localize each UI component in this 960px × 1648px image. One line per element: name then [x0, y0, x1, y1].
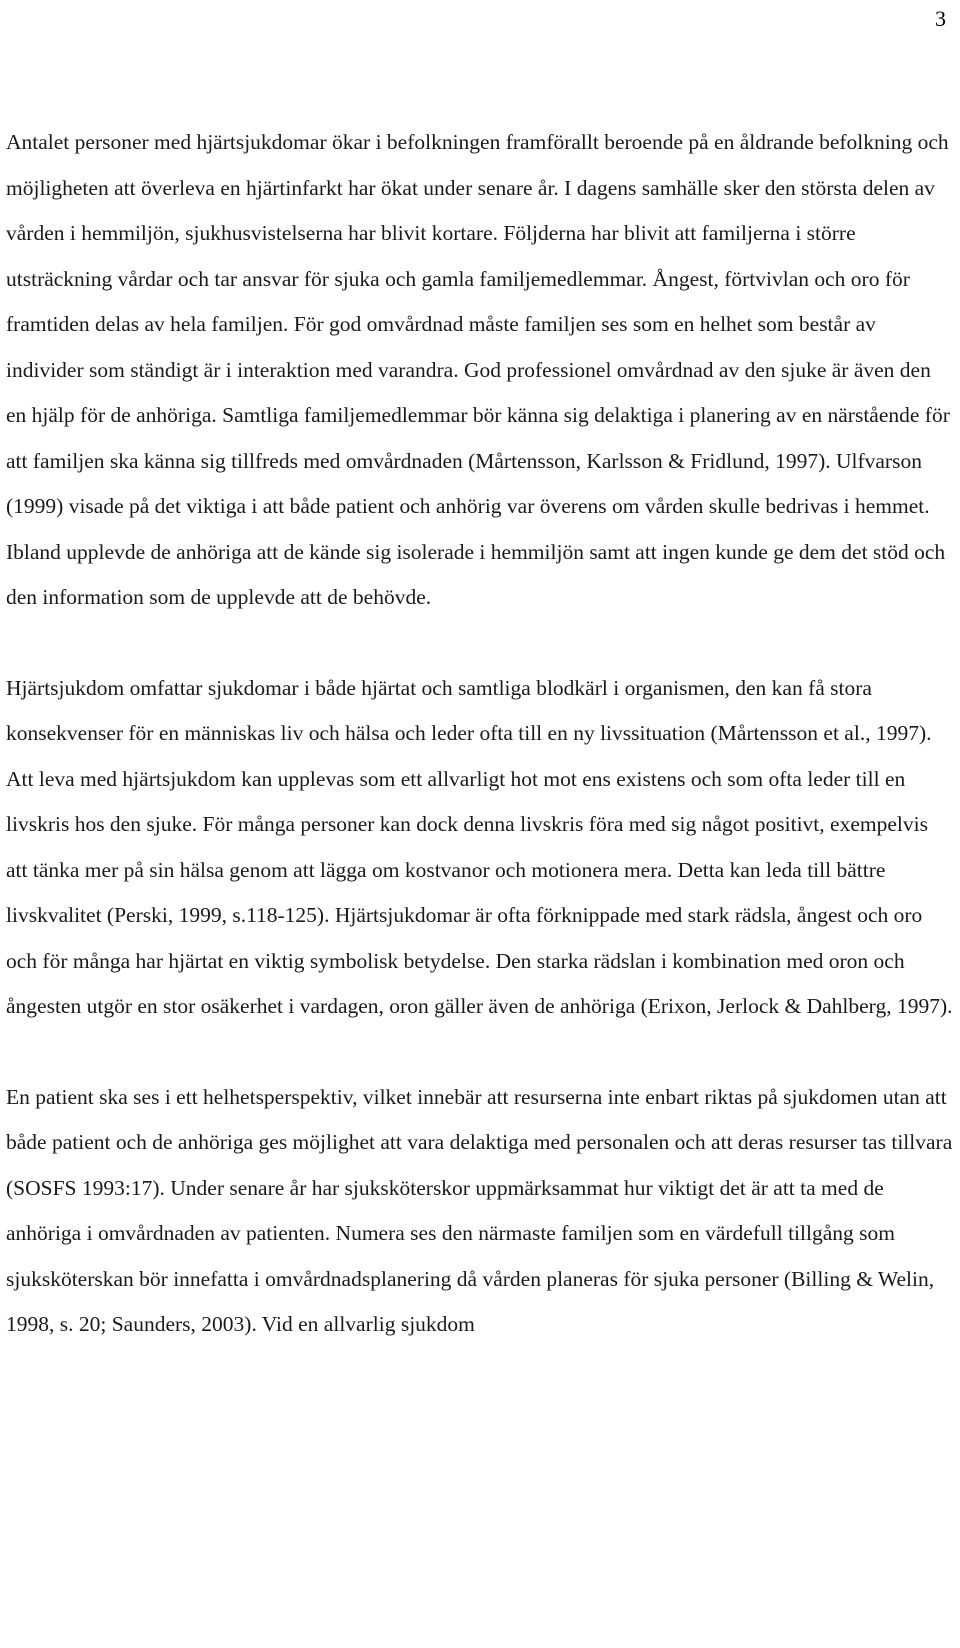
- paragraph-2: Hjärtsjukdom omfattar sjukdomar i både hjärtat och samtliga blodkärl i organismen, den kan få stora konsekvenser för en människas liv och hälsa och leder ofta till en ny livssituation (Mårtensson et al., 1997). Att leva med hjärtsjukdom kan upplevas som ett allvarligt hot mot ens existens och som ofta leder till en livskris hos den sjuke. För många personer kan dock denna livskris föra med sig något positivt, exempelvis att tänka mer på sin hälsa genom att lägga om kostvanor och motionera mera. Detta kan leda till bättre livskvalitet (Perski, 1999, s.118-125). Hjärtsjukdomar är ofta förknippade med stark rädsla, ångest och oro och för många har hjärtat en viktig symbolisk betydelse. Den starka rädslan i kombination med oron och ångesten utgör en stor osäkerhet i vardagen, oron gäller även de anhöriga (Erixon, Jerlock & Dahlberg, 1997).: [6, 675, 953, 1018]
- page-number: 3: [935, 6, 946, 31]
- paragraph-3: En patient ska ses i ett helhetsperspektiv, vilket innebär att resurserna inte enbart riktas på sjukdomen utan att både patient och de anhöriga ges möjlighet att vara delaktiga med personalen och att deras resurser tas tillvara (SOSFS 1993:17). Under senare år har sjuksköterskor uppmärksammat hur viktigt det är att ta med de anhöriga i omvårdnaden av patienten. Numera ses den närmaste familjen som en värdefull tillgång som sjuksköterskan bör innefatta i omvårdnadsplanering då vården planeras för sjuka personer (Billing & Welin, 1998, s. 20; Saunders, 2003). Vid en allvarlig sjukdom: [6, 1084, 953, 1336]
- document-body: [6, 120, 954, 1348]
- paragraph-1: Antalet personer med hjärtsjukdomar ökar i befolkningen framförallt beroende på en åldrande befolkning och möjligheten att överleva en hjärtinfarkt har ökat under senare år. I dagens samhälle sker den största delen av vården i hemmiljön, sjukhusvistelserna har blivit kortare. Följderna har blivit att familjerna i större utsträckning vårdar och tar ansvar för sjuka och gamla familjemedlemmar. Ångest, förtvivlan och oro för framtiden delas av hela familjen. För god omvårdnad måste familjen ses som en helhet som består av individer som ständigt är i interaktion med varandra. God professionel omvårdnad av den sjuke är även den en hjälp för de anhöriga. Samtliga familjemedlemmar bör känna sig delaktiga i planering av en närstående för att familjen ska känna sig tillfreds med omvårdnaden (Mårtensson, Karlsson & Fridlund, 1997). Ulfvarson (1999) visade på det viktiga i att både patient och anhörig var överens om vården skulle bedrivas i hemmet. Ibland upplevde de anhöriga att de kände sig isolerade i hemmiljön samt att ingen kunde ge dem det stöd och den information som de upplevde att de behövde.: [6, 130, 950, 609]
